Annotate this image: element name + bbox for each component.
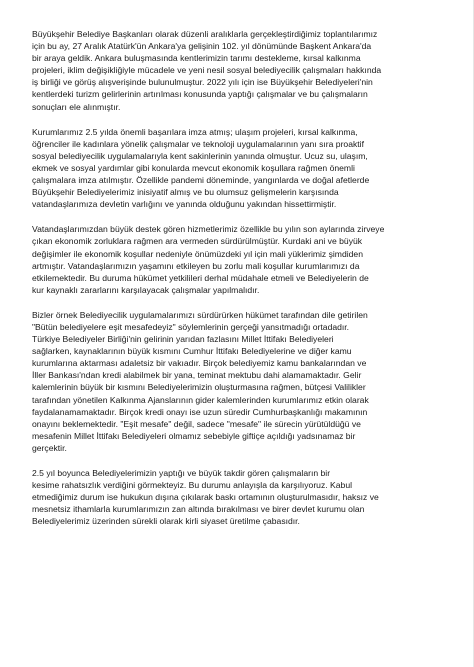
paragraph-equal-distance: Bizler örnek Belediyecilik uygulamalarımızı sürdürürken hükümet tarafından dile getirilen "Bütün belediyelere eşit mesafedeyiz" söylemlerinin gerçeği yansıtmadığı ortadadır. Türkiye Belediyeler Birliği'nin gelirinin yarıdan fazlasını Millet İttifakı Belediyeleri sağlarken, kaynaklarının büyük kısmını Cumhur İttifakı Belediyelerine ve diğer kamu kurumlarına aktarması adaletsiz bir vakıadır. Birçok belediyemiz kamu bankalarından ve İller Bankası'ndan kredi alabilmek bir yana, teminat mektubu dahi alamamaktadır. Gelir kalemlerinin büyük bir kısmını Belediyelerimizin oluşturmasına rağmen, bütçesi Valilikler tarafından yönetilen Kalkınma Ajanslarının gider kalemlerinden kurumlarımız etkin olarak faydalanamamaktadır. Birçok kredi onayı ise uzun süredir Cumhurbaşkanlığı makamının onayını beklemektedir. "Eşit mesafe" değil, sadece "mesafe" ile sürecin yürütüldüğü ve mesafenin Millet İttifakı Belediyeleri olmamız sebebiyle giftiçe açıldığı yadsınamaz bir gerçektir. bbox=[32, 309, 369, 453]
paragraph-conclusion: 2.5 yıl boyunca Belediyelerimizin yaptığı ve büyük takdir gören çalışmaların bir kesime rahatsızlık verdiğini görmekteyiz. Bu durumu anlayışla da karşılıyoruz. Kabul etmediğimiz durum ise hukukun dışına çıkılarak baskı ortamının oluşturulmasıdır, haksız ve mesnetsiz ithamlarla kurumlarımızın zan altında bırakılması ve birer devlet kurumu olan Belediyelerimiz üzerinden sürekli olarak kirli siyaset üretilme çabasıdır. bbox=[32, 468, 379, 527]
statement-body bbox=[32, 28, 446, 527]
paragraph-economy: Vatandaşlarımızdan büyük destek gören hizmetlerimiz özellikle bu yılın son aylarında zirveye çıkan ekonomik zorluklara rağmen ara vermeden sürdürülmüştür. Kurdaki ani ve büyük değişimler ile ekonomik koşullar nedeniyle önümüzdeki yıl için mali yüklerimiz şimdiden artmıştır. Vatandaşlarımızın yaşamını etkileyen bu zorlu mali koşullar kurumlarımızı da etkilemektedir. Bu duruma hükümet yetkilileri derhal müdahale etmeli ve Belediyelerin de kur kaynaklı zararlarını karşılayacak çalışmalar yapılmalıdır. bbox=[32, 224, 385, 295]
paragraph-achievements: Kurumlarımız 2.5 yılda önemli başarılara imza atmış; ulaşım projeleri, kırsal kalkınma, öğrenciler ile kadınlara yönelik çalışmalar ve teknoloji uygulamalarının yanı sıra proaktif sosyal belediyecilik uygulamalarıyla kent sakinlerinin yanında olmuştur. Ucuz su, ulaşım, ekmek ve sosyal yardımlar gibi konularda mevcut ekonomik koşullara rağmen önemli çalışmalara imza atılmıştır. Özellikle pandemi döneminde, yangınlarda ve doğal afetlerde Büyükşehir Belediyelerimiz inisiyatif almış ve bu olumsuz gelişmelerin karşısında vatandaşlarımıza devletin varlığını ve yanında olduğunu yakından hissettirmiştir. bbox=[32, 126, 370, 210]
paragraph-meeting: Büyükşehir Belediye Başkanları olarak düzenli aralıklarla gerçekleştirdiğimiz toplantılarımız için bu ay, 27 Aralık Atatürk'ün Ankara'ya gelişinin 102. yıl dönümünde Başkent Ankara'da bir araya geldik. Ankara buluşmasında kentlerimizin tarımı destekleme, kırsal kalkınma projeleri, iklim değişikliğiyle mücadele ve yeni nesil sosyal belediyecilik çalışmaları hakkında iş birliği ve görüş alışverişinde bulunulmuştur. 2022 yılı için ise Büyükşehir Belediyeleri'nin kentlerdeki turizm gelirlerinin artırılması konusunda yaptığı çalışmalar ve bu çalışmaların sonuçları ele alınmıştır. bbox=[32, 29, 382, 112]
